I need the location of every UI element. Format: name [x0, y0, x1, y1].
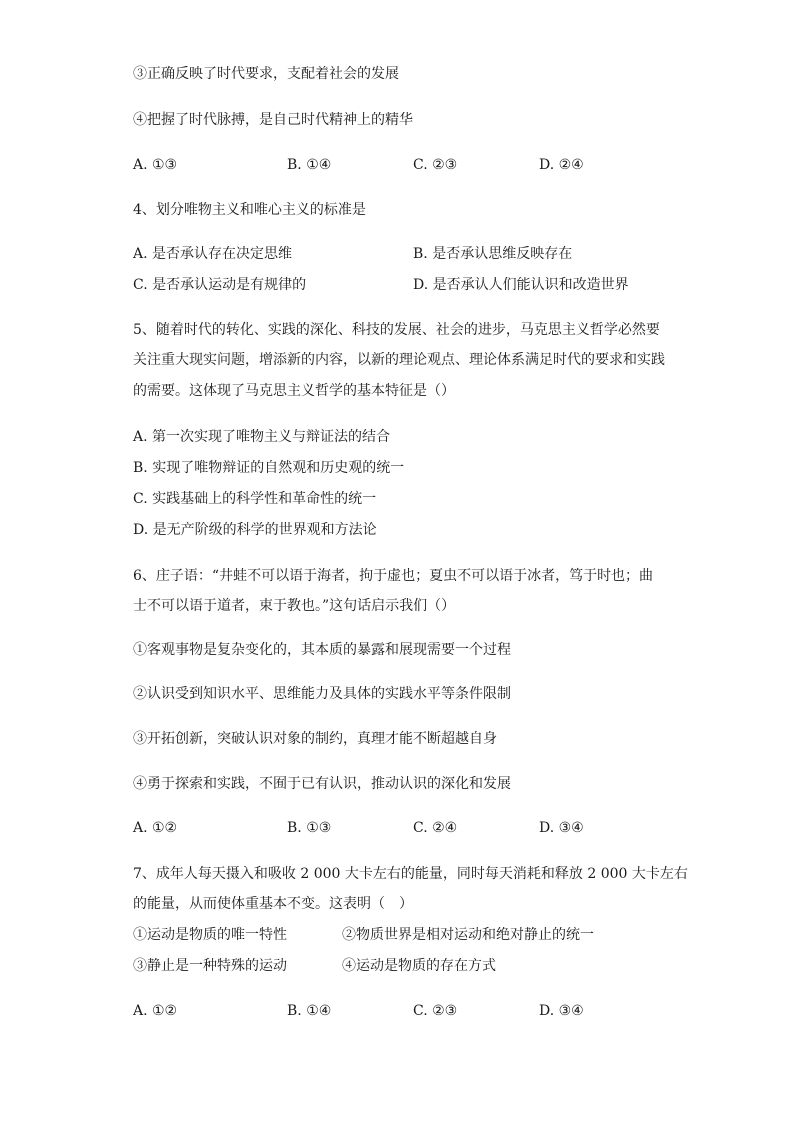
q4-option-a: A. 是否承认存在决定思维	[133, 246, 293, 262]
q5-option-d: D. 是无产阶级的科学的世界观和方法论	[133, 522, 377, 538]
q5-option-a: A. 第一次实现了唯物主义与辩证法的结合	[133, 429, 391, 445]
q6-option-d: D. ③④	[539, 820, 584, 836]
q7-option-b: B. ①④	[287, 1003, 332, 1019]
q7-item-3: ③静止是一种特殊的运动	[133, 958, 287, 974]
q3-option-c: C. ②③	[413, 157, 458, 173]
q6-item-4: ④勇于探索和实践，不囿于已有认识，推动认识的深化和发展	[133, 776, 511, 792]
q6-stem-line-2: 士不可以语于道者，束于教也。”这句话启示我们（）	[133, 598, 456, 614]
q7-item-2: ②物质世界是相对运动和绝对静止的统一	[342, 927, 594, 943]
q6-option-a: A. ①②	[133, 820, 178, 836]
q6-stem-line-1: 6、庄子语：“井蛙不可以语于海者，拘于虚也；夏虫不可以语于冰者，笃于时也；曲	[133, 568, 654, 584]
q5-stem-line-3: 的需要。这体现了马克思主义哲学的基本特征是（）	[133, 383, 455, 399]
q6-item-1: ①客观事物是复杂变化的，其本质的暴露和展现需要一个过程	[133, 642, 511, 658]
q5-stem-line-2: 关注重大现实问题，增添新的内容，以新的理论观点、理论体系满足时代的要求和实践	[133, 352, 665, 368]
q7-option-c: C. ②③	[413, 1003, 458, 1019]
q7-item-1: ①运动是物质的唯一特性	[133, 927, 287, 943]
q4-option-c: C. 是否承认运动是有规律的	[133, 277, 307, 293]
q5-option-b: B. 实现了唯物辩证的自然观和历史观的统一	[133, 460, 405, 476]
q3-option-d: D. ②④	[539, 157, 584, 173]
q3-item-3: ③正确反映了时代要求，支配着社会的发展	[133, 66, 399, 82]
q6-option-c: C. ②④	[413, 820, 458, 836]
q7-item-4: ④运动是物质的存在方式	[342, 958, 496, 974]
q7-stem-line-1: 7、成年人每天摄入和吸收 2 000 大卡左右的能量，同时每天消耗和释放 2 000 大卡左右	[133, 866, 688, 882]
q4-option-b: B. 是否承认思维反映存在	[413, 246, 573, 262]
q3-item-4: ④把握了时代脉搏，是自己时代精神上的精华	[133, 112, 413, 128]
q6-item-3: ③开拓创新，突破认识对象的制约，真理才能不断超越自身	[133, 731, 497, 747]
q3-option-b: B. ①④	[287, 157, 332, 173]
q7-option-a: A. ①②	[133, 1003, 178, 1019]
q4-option-d: D. 是否承认人们能认识和改造世界	[413, 277, 629, 293]
q6-option-b: B. ①③	[287, 820, 332, 836]
q7-option-d: D. ③④	[539, 1003, 584, 1019]
q5-stem-line-1: 5、随着时代的转化、实践的深化、科技的发展、社会的进步，马克思主义哲学必然要	[133, 322, 660, 338]
q3-option-a: A. ①③	[133, 157, 178, 173]
q6-item-2: ②认识受到知识水平、思维能力及具体的实践水平等条件限制	[133, 686, 511, 702]
q5-option-c: C. 实践基础上的科学性和革命性的统一	[133, 491, 377, 507]
q4-stem: 4、划分唯物主义和唯心主义的标准是	[133, 202, 366, 218]
q7-stem-line-2: 的能量，从而使体重基本不变。这表明（ ）	[133, 896, 413, 912]
